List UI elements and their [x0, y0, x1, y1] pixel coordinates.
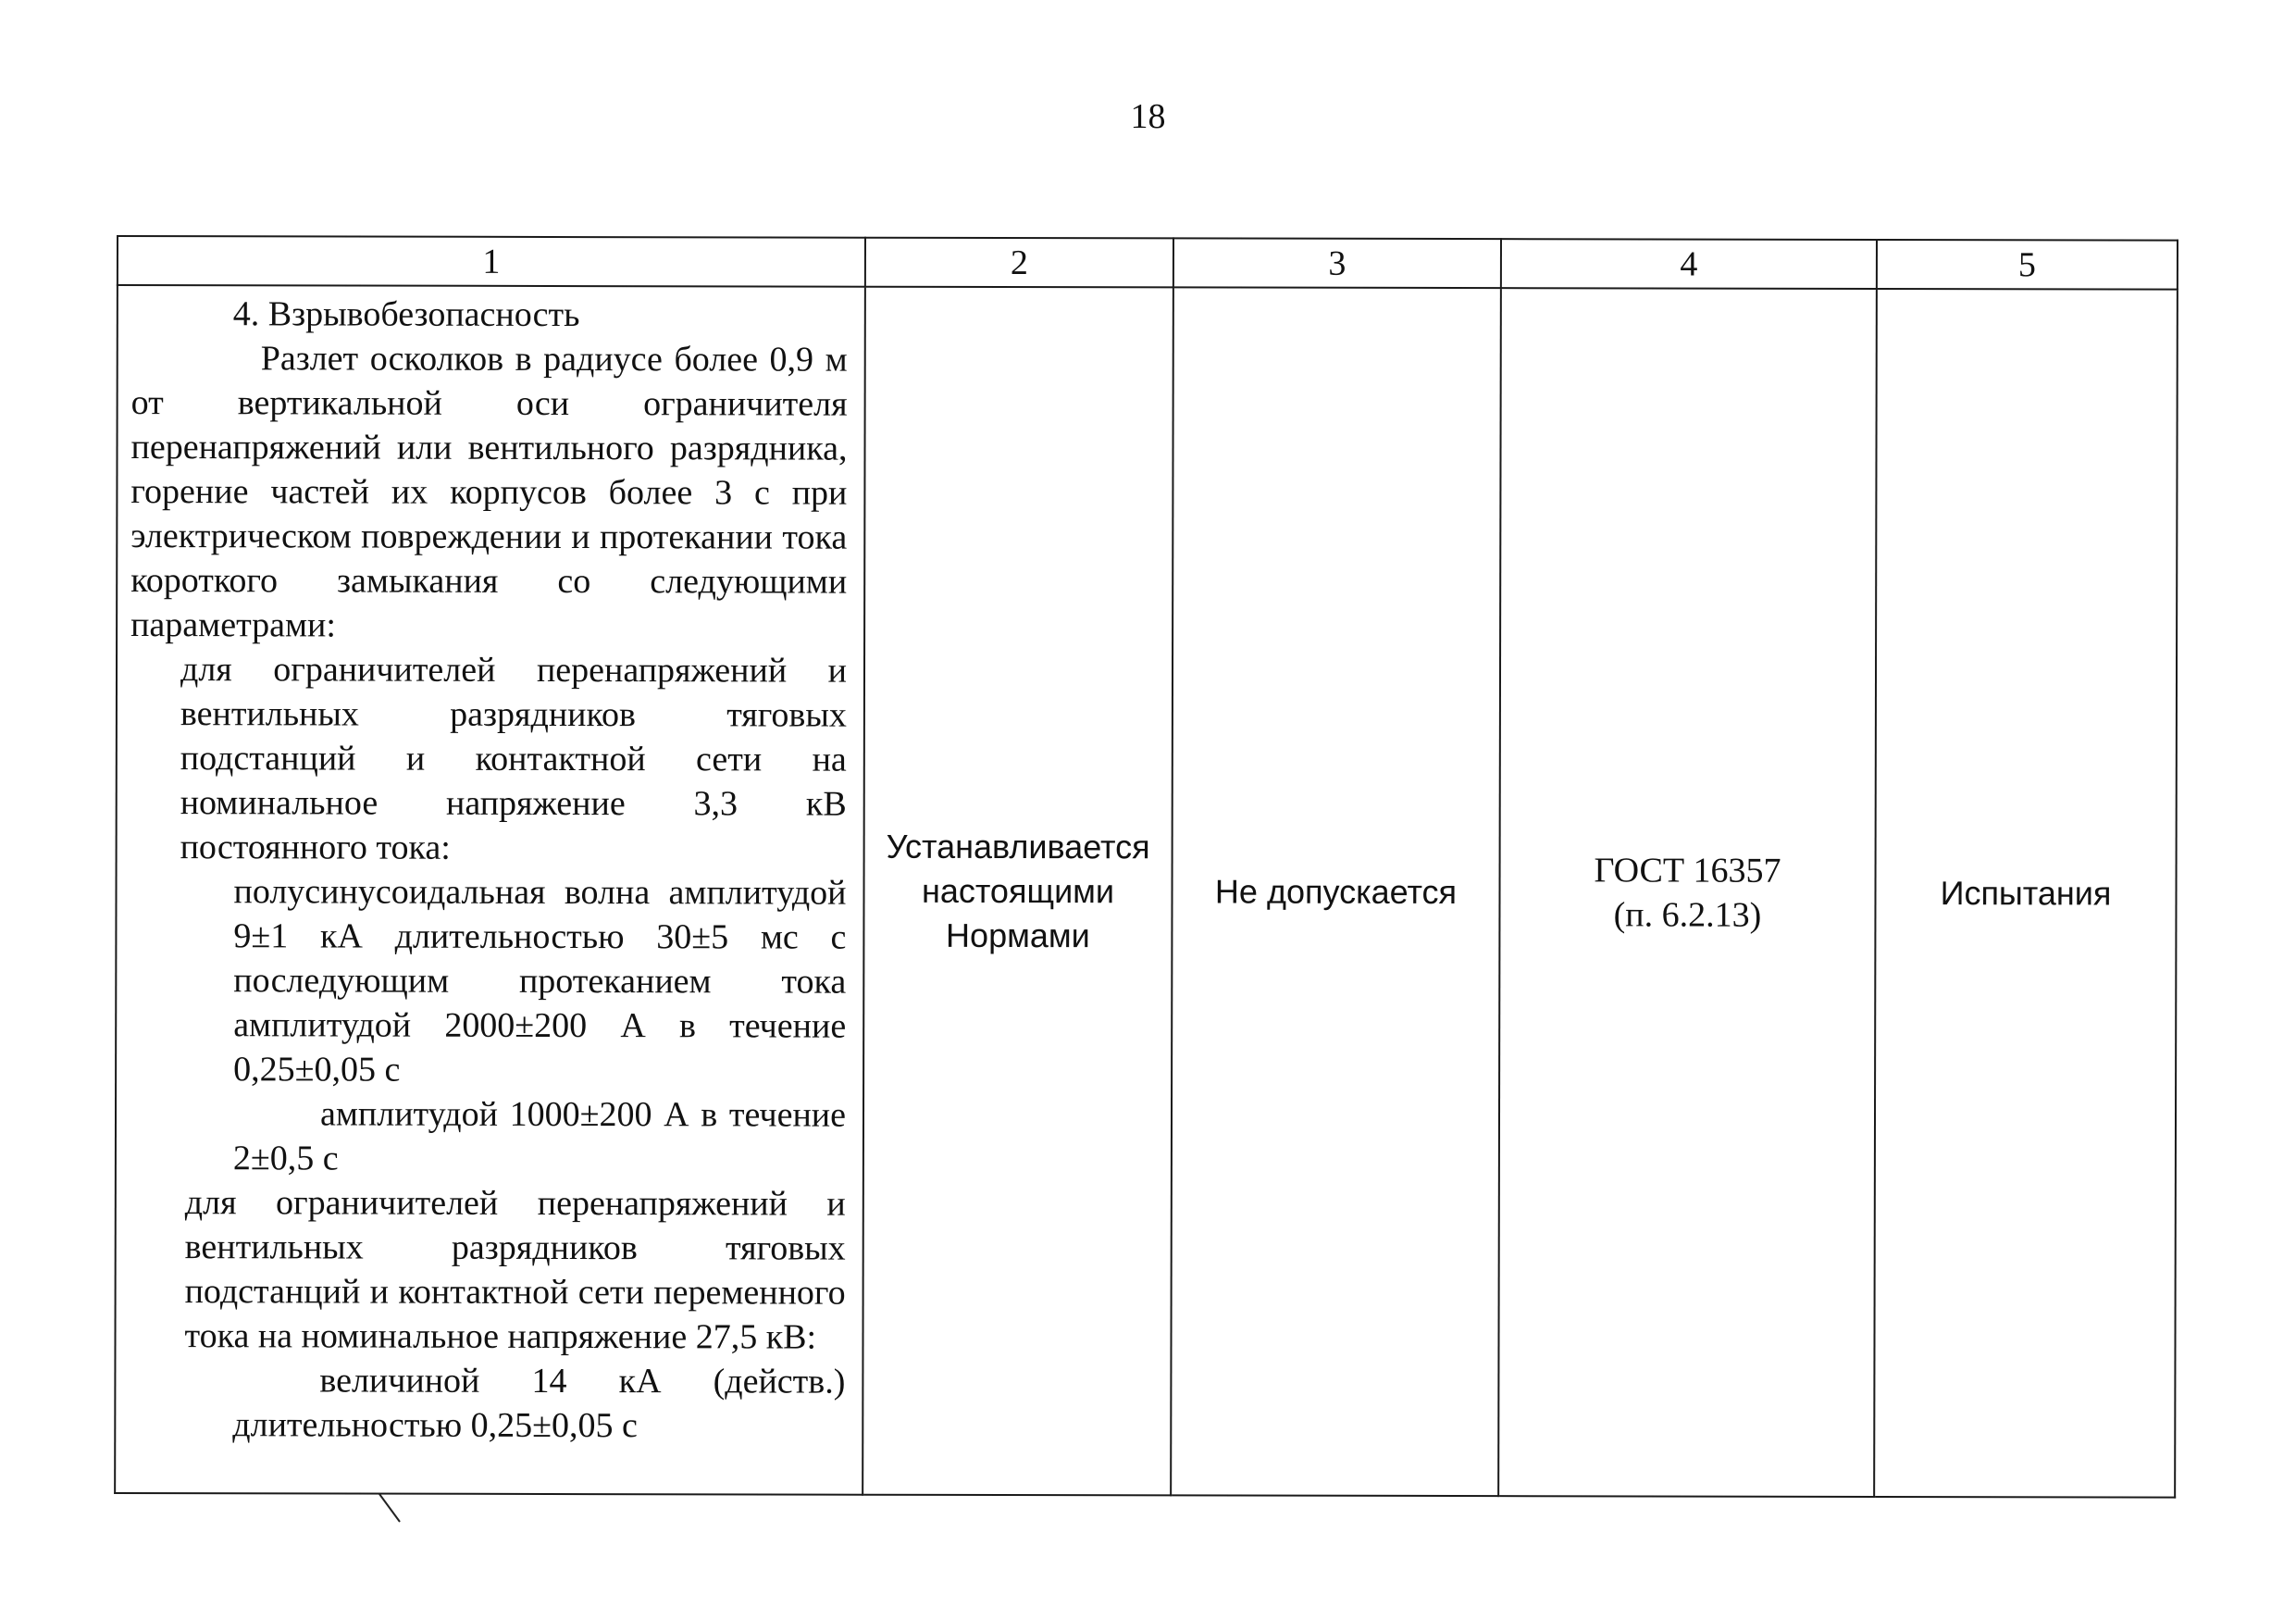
requirement-heading: 4. Взрывобезопасность: [232, 294, 580, 335]
deviation-value: Не допускается: [1214, 871, 1458, 911]
column-number-3: 3: [1173, 238, 1501, 288]
deviation-cell: [1171, 287, 1501, 1496]
column-number-1: 1: [118, 236, 865, 287]
column-number-5: 5: [1877, 240, 2178, 290]
page-number: 18: [1130, 97, 1166, 136]
table-header-row: [118, 236, 2178, 290]
norms-table: [114, 235, 2178, 1499]
normative-value: [872, 824, 1163, 958]
standard-reference: [1508, 848, 1867, 938]
ac-group-text: для ограничителей перенапряжений и вентильных разрядников тяговых подстанций и контактной сети переменного тока на номинальное напряжение 27,5 кВ:: [184, 1183, 846, 1357]
pen-mark-icon: [378, 1492, 403, 1526]
normative-value-line-3: Нормами: [946, 915, 1090, 954]
column-number-2: 2: [865, 238, 1173, 288]
dc-amplitude-text: амплитудой 1000±200 А в течение 2±0,5 с: [232, 1094, 847, 1178]
requirement-intro: Разлет осколков в радиусе более 0,9 м от вертикальной оси ограничителя перенапряжений или вентильного разрядника, горение частей их корпусов более 3 с при электрическом повреждении и протекании тока короткого замыкания со следующими параметрами:: [130, 339, 848, 645]
normative-value-line-1: Устанавливается: [886, 827, 1150, 866]
standard-reference-line-1: ГОСТ 16357: [1594, 850, 1781, 890]
normative-value-line-2: настоящими: [921, 871, 1115, 910]
verification-method-cell: [1874, 289, 2178, 1498]
table-row: [115, 285, 2178, 1498]
dc-group-text: для ограничителей перенапряжений и вентильных разрядников тяговых подстанций и контактной сети на номинальное напряжение 3,3 кВ постоянного тока:: [180, 650, 848, 867]
ac-magnitude-text: величиной 14 кА (действ.) длительностью 0,25±0,05 с: [232, 1361, 846, 1446]
verification-method: Испытания: [1940, 873, 2112, 913]
dc-wave-text: полусинусоидальная волна амплитудой 9±1 кА длительностью 30±5 мс с последующим протеканием тока амплитудой 2000±200 А в течение 0,25±0,05 с: [233, 872, 847, 1090]
requirement-cell: [115, 285, 865, 1495]
column-number-4: 4: [1501, 239, 1877, 289]
normative-value-cell: [863, 287, 1173, 1496]
standard-reference-cell: [1498, 288, 1877, 1497]
standard-reference-line-2: (п. 6.2.13): [1613, 894, 1762, 935]
